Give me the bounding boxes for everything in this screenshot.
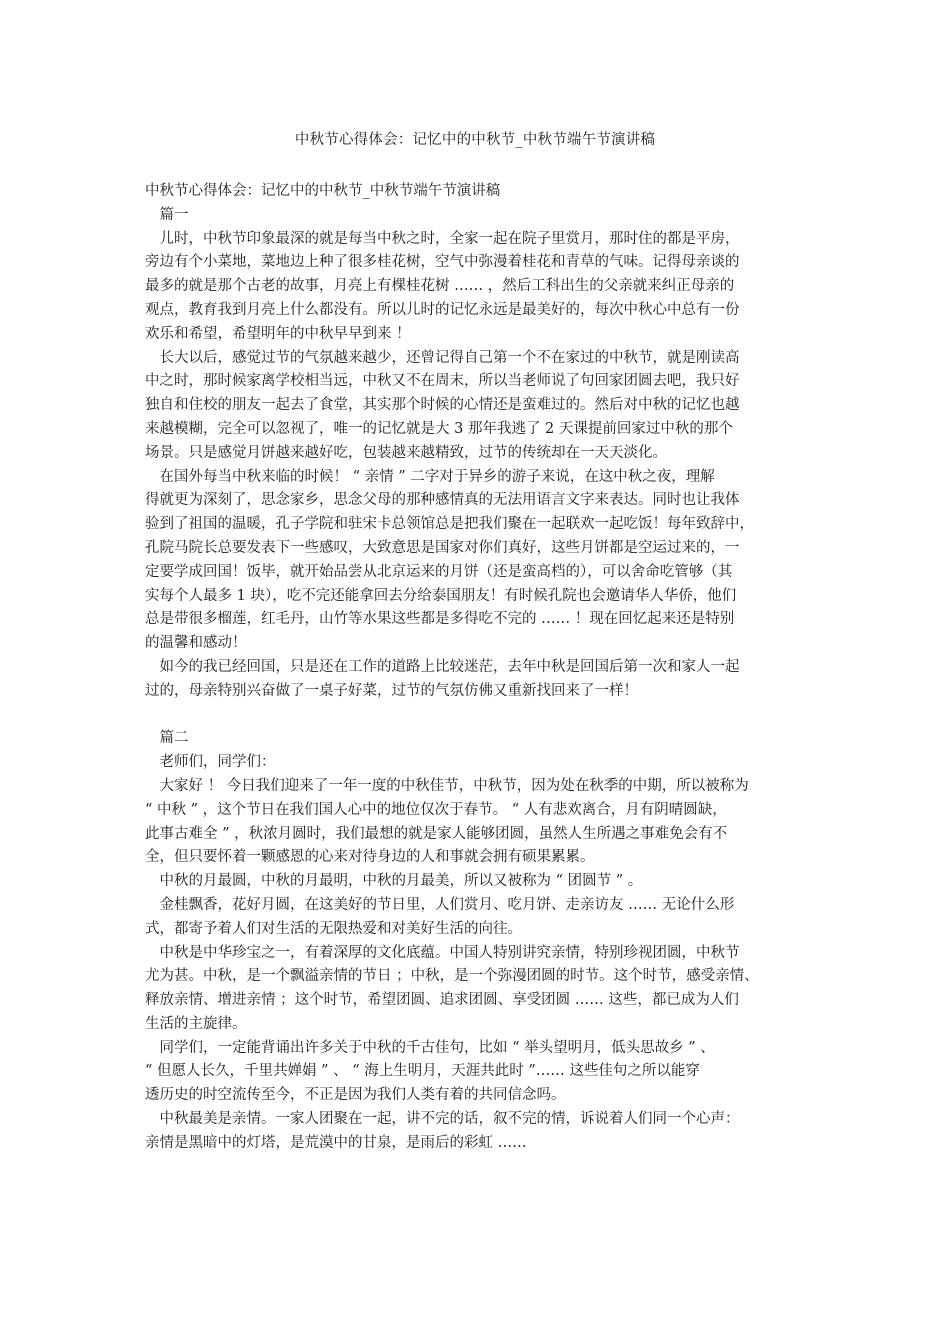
text-line: 中秋是中华珍宝之一，有着深厚的文化底蕴。中国人特别讲究亲情，特别珍视团圆，中秋节 (145, 944, 740, 961)
text-line: 得就更为深刻了，思念家乡，思念父母的那种感情真的无法用语言文字来表达。同时也让我体 (145, 492, 740, 509)
text-line: 的温馨和感动！ (145, 635, 247, 652)
text-line: 老师们，同学们： (145, 754, 276, 771)
text-line: 同学们，一定能背诵出许多关于中秋的千古佳句，比如 “ 举头望明月，低头思故乡 ” 、 (145, 1039, 715, 1056)
text-line: 长大以后，感觉过节的气氛越来越少，还曾记得自己第一个不在家过的中秋节，就是刚读高 (145, 349, 740, 366)
text-line: 验到了祖国的温暖，孔子学院和驻宋卡总领馆总是把我们聚在一起联欢一起吃饭！每年致辞中， (145, 516, 754, 533)
text-line: “ 但愿人长久，千里共婵娟 ” 、 “ 海上生明月，天涯共此时 ”…… 这些佳句之所以能穿 (145, 1063, 700, 1080)
text-line: 实每个人最多 1 块），吃不完还能拿回去分给泰国朋友！有时候孔院也会邀请华人华侨，他们 (145, 587, 737, 604)
blank-line (145, 704, 805, 728)
text-line: 最多的就是那个古老的故事，月亮上有棵桂花树 …… ，然后工科出生的父亲就来纠正母亲的 (145, 278, 735, 295)
text-line: “ 中秋 ” ，这个节日在我们国人心中的地位仅次于春节。 “ 人有悲欢离合，月有阴晴圆缺， (145, 801, 727, 818)
text-line: 透历史的时空流传至今，不正是因为我们人类有着的共同信念吗。 (145, 1087, 566, 1104)
text-line: 欢乐和希望，希望明年的中秋早早到来 ！ (145, 325, 411, 342)
text-line: 金桂飘香，花好月圆，在这美好的节日里，人们赏月、吃月饼、走亲访友 …… 无论什么形 (145, 896, 735, 913)
text-line: 此事古难全 ” ，秋浓月圆时，我们最想的就是家人能够团圆，虽然人生所遇之事难免会有不 (145, 825, 728, 842)
text-line: 场景。只是感觉月饼越来越好吃，包装越来越精致，过节的传统却在一天天淡化。 (145, 444, 667, 461)
text-line: 中之时，那时候家离学校相当远，中秋又不在周末，所以当老师说了句回家团圆去吧，我只好 (145, 373, 740, 390)
text-line: 中秋节心得体会：记忆中的中秋节_中秋节端午节演讲稿 (145, 183, 501, 199)
text-line: 生活的主旋律。 (145, 1015, 247, 1032)
text-line: 亲情是黑暗中的灯塔，是荒漠中的甘泉，是雨后的彩虹 …… (145, 1134, 527, 1151)
text-line: 释放亲情、增进亲情 ；这个时节，希望团圆、追求团圆、享受团圆 …… 这些，都已成为人们 (145, 992, 739, 1009)
text-line: 中秋的月最圆，中秋的月最明，中秋的月最美，所以又被称为 “ 团圆节 ” 。 (145, 873, 643, 890)
text-line: 总是带很多榴莲，红毛丹，山竹等水果这些都是多得吃不完的 …… ！现在回忆起来还是特别 (145, 611, 735, 628)
text-line: 在国外每当中秋来临的时候！ “ 亲情 ” 二字对于异乡的游子来说，在这中秋之夜，理解 (145, 468, 715, 485)
text-line: 观点，教育我到月亮上什么都没有。所以儿时的记忆永远是最美好的，每次中秋心中总有一份 (145, 301, 740, 318)
text-line: 大家好 ！ 今日我们迎来了一年一度的中秋佳节，中秋节，因为处在秋季的中期，所以被称为 (145, 777, 749, 794)
text-line: 过的，母亲特别兴奋做了一桌子好菜，过节的气氛仿佛又重新找回来了一样！ (145, 682, 638, 699)
text-line: 尤为甚。中秋，是一个飘溢亲情的节日 ；中秋，是一个弥漫团圆的时节。这个时节，感受亲情、 (145, 968, 759, 985)
text-line: 式，都寄予着人们对生活的无限热爱和对美好生活的向往。 (145, 920, 522, 937)
document-body (145, 180, 805, 1156)
text-line: 如今的我已经回国，只是还在工作的道路上比较迷茫，去年中秋是回国后第一次和家人一起 (145, 658, 740, 675)
text-line: 全，但只要怀着一颗感恩的心来对待身边的人和事就会拥有硕果累累。 (145, 849, 595, 866)
text-line: 儿时，中秋节印象最深的就是每当中秋之时，全家一起在院子里赏月，那时住的都是平房， (145, 230, 740, 247)
text-line: 篇二 (145, 730, 189, 747)
text-line: 定要学成回国！饭毕，就开始品尝从北京运来的月饼（还是蛮高档的），可以舍命吃管够（其 (145, 563, 733, 580)
text-line: 旁边有个小菜地，菜地边上种了很多桂花树，空气中弥漫着桂花和青草的气味。记得母亲谈的 (145, 254, 740, 271)
text-line: 篇一 (145, 206, 189, 223)
text-line: 孔院马院长总要发表下一些感叹，大致意思是国家对你们真好，这些月饼都是空运过来的，一 (145, 539, 740, 556)
text-line: 来越模糊，完全可以忽视了，唯一的记忆就是大 3 那年我逃了 2 天课提前回家过中秋的那个 (145, 420, 733, 437)
document-title: 中秋节心得体会：记忆中的中秋节_中秋节端午节演讲稿 (294, 132, 656, 148)
text-line: 独自和住校的朋友一起去了食堂，其实那个时候的心情还是蛮难过的。然后对中秋的记忆也越 (145, 397, 740, 414)
text-line: 中秋最美是亲情。一家人团聚在一起，讲不完的话，叙不完的情，诉说着人们同一个心声： (145, 1111, 740, 1128)
